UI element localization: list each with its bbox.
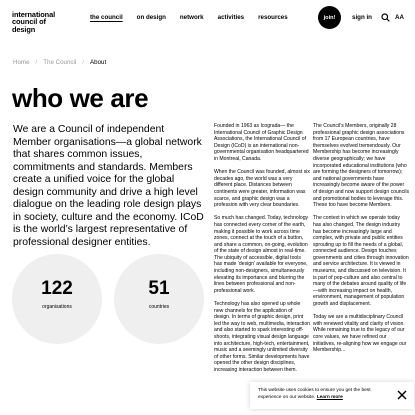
- cookie-text: This website uses cookies to ensure you get the best experience on our website.: [258, 388, 371, 400]
- body-column-left: [214, 123, 310, 415]
- body-paragraph: Technology has also opened up whole new channels for the application of design. In terms of graphic design, print led the way to web, multimedia, interaction and also started to spark interesting off-shoots, integrating visual design language into architecture, high-tech, entertainment, music and a seemingly unlimited diversity of other forms. Similar developments have opened the other design disciplines, increasing interaction between them.: [214, 301, 310, 373]
- breadcrumb-home[interactable]: Home: [13, 59, 30, 66]
- nav-item-the-council[interactable]: the council: [90, 14, 123, 21]
- body-paragraph: When the Council was founded, almost six decades ago, the world was a very different place. Distances between continents were greater, information was scarce, and graphic design was a profession with very clear boundaries.: [214, 169, 310, 209]
- stat-label: countries: [148, 304, 170, 310]
- stat-label: organisations: [42, 304, 72, 310]
- cookie-banner: [250, 382, 414, 409]
- close-icon[interactable]: [396, 389, 408, 401]
- body-paragraph: Today we are a multidisciplinary Council with renewed vitality and clarity of vision. While remaining true to the legacy of our core values, we have refined our initiatives, re-aligning how we engage our Membership...: [313, 314, 407, 354]
- nav-item-activities[interactable]: activities: [217, 14, 245, 21]
- logo-line: council of: [12, 17, 46, 27]
- logo-line: international: [12, 10, 56, 19]
- stat-countries: [114, 254, 204, 344]
- breadcrumb-the-council[interactable]: The Council: [43, 59, 77, 66]
- breadcrumb-current: About: [90, 59, 107, 66]
- learn-more-link[interactable]: Learn more: [316, 394, 343, 400]
- sign-in-link[interactable]: sign in: [352, 14, 372, 21]
- body-paragraph: The Council’s Members, originally 28 professional graphic design associations from 17 European countries, have themselves evolved tremendously. Our Membership has become increasingly diverse geographically; we have incorporated educational institutions (who are forming the designers of tomorrow); and national governments have increasingly become aware of the power of design and now support design councils and promotional bodies to leverage this. These too have become Members.: [313, 123, 409, 209]
- text-size-button[interactable]: AA: [395, 14, 404, 21]
- stat-organisations: [12, 254, 102, 344]
- breadcrumb: [13, 59, 106, 66]
- body-paragraph: The context in which we operate today has also changed. The design industry has become increasingly large and complex, with private and public entities sprouting up to fill the needs of a global, connected audience. Design touches governments and cities through innovation and service architecture. It is viewed in museums, and discussed on television. It is part of pop-culture and also central to many of the debates around quality of life—with increasing impact on health, environment, management of population growth and displacement.: [313, 215, 409, 308]
- main-nav: [90, 14, 302, 21]
- body-column-right: [313, 123, 409, 415]
- join-button[interactable]: join!: [318, 6, 341, 29]
- breadcrumb-separator: /: [35, 59, 38, 66]
- stat-value: 51: [148, 278, 170, 299]
- stat-value: 122: [41, 278, 73, 299]
- body-paragraph: Founded in 1963 as Icograda— the International Council of Graphic Design Associations, the International Council of Design (ICoD) is an international non-governmental organisation headquartered in Montreal, Canada.: [214, 123, 309, 162]
- nav-item-network[interactable]: network: [179, 14, 204, 21]
- logo-line: design: [12, 24, 36, 34]
- breadcrumb-separator: /: [82, 59, 85, 66]
- body-paragraph: So much has changed. Today, technology has connected every corner of the earth, making it possible to work across time zones, connect at the touch of a button, and share a common, on-going, evolution of the state of design almost in real-time. The ubiquity of accessible, digital tools has made ‘design’ available for everyone, including non-designers, simultaneously elevating its importance and blurring the lines between professional and non-professional work.: [214, 215, 309, 294]
- cookie-message: [258, 388, 378, 401]
- nav-item-on-design[interactable]: on design: [136, 14, 166, 21]
- nav-item-resources[interactable]: resources: [258, 14, 288, 21]
- search-icon[interactable]: [381, 13, 390, 22]
- intro-text: We are a Council of independent Member organisations—a global network that shares common issues, commitments and standards. Members create a unified voice for the global design community and drive a high level dialogue on the leading role design plays in society, culture and the economy. ICoD is the world’s largest representative of professional designer entities.: [13, 124, 204, 248]
- page-title: who we are: [12, 83, 149, 113]
- site-logo[interactable]: [12, 11, 72, 33]
